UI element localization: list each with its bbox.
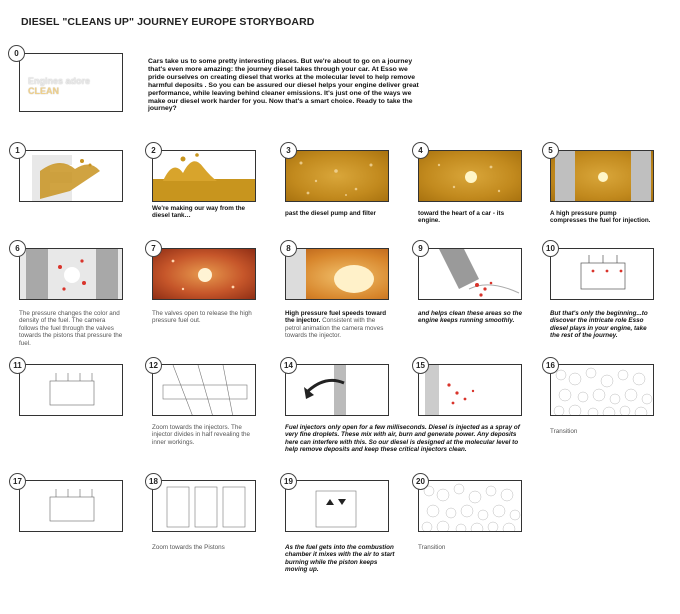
frame-number: 16 [542,357,559,374]
frame-caption: Zoom towards the injectors. The injector divides in half revealing the inner workings. [152,424,251,446]
frame-number: 17 [9,473,26,490]
combustion-chamber-illustration [286,481,389,532]
frame-caption: As the fuel gets into the combustion chamber it mixes with the air to start burning while the piston keeps moving up. [285,544,395,574]
frame-caption: and helps clean these areas so the engine keeps running smoothly. [418,310,522,325]
frame-4-panel [418,150,522,202]
engine-wireframe-illustration [20,481,123,532]
frame-8-panel [285,248,389,300]
frame-number: 20 [412,473,429,490]
frame-number: 6 [9,240,26,257]
injector-spray-illustration [419,365,522,416]
fuel-splash-illustration [153,151,256,202]
frame-caption-14-15: Fuel injectors only open for a few milliseconds. Diesel is injected as a spray of very fine droplets. These mix with air, burn and generate power. Any deposits here can interfere with this. So our diesel is designed at the molecular level to help remove deposits and keep these critical injectors clean. [285,424,520,454]
fuel-splash-e-illustration [20,151,123,202]
engine-wireframe-illustration [20,365,123,416]
frame-number: 1 [9,142,26,159]
frame-number: 5 [542,142,559,159]
frame-14-panel [285,364,389,416]
frame-9-panel [418,248,522,300]
frame-caption: Transition [418,544,446,551]
bubbles-transition-illustration [419,481,522,532]
frame-caption: past the diesel pump and filter [285,210,376,217]
bubbles-transition-illustration [551,365,654,416]
frame-number: 19 [280,473,297,490]
engine-light-illustration [419,151,522,202]
frame-10-panel [550,248,654,300]
frame-number: 3 [280,142,297,159]
frame-20-panel [418,480,522,532]
frame-5-panel [550,150,654,202]
frame-caption: Zoom towards the Pistons [152,544,225,551]
frame-3-panel [285,150,389,202]
frame-19-panel [285,480,389,532]
frame-number: 11 [9,357,26,374]
pressure-release-illustration [153,249,256,300]
frame-7-panel [152,248,256,300]
frame-number: 12 [145,357,162,374]
frame-caption: The valves open to release the high pressure fuel out. [152,310,252,325]
frame-number: 9 [412,240,429,257]
engine-block-illustration [551,249,654,300]
intro-text: Cars take us to some pretty interesting places. But we're about to go on a journey that's even more amazing: the journey diesel takes through your car. At Esso we pride ourselves on creating diesel that works at the molecular level to help remove harmful deposits . So you can be assured our diesel helps your engine deliver great performance, while leaving behind cleaner emissions. It's just one of the ways we make our diesel work harder for you. Now that's a smart choice. Ready to take the journey? [148,58,419,113]
frame-number: 8 [280,240,297,257]
frame-2-panel [152,150,256,202]
frame-number: 18 [145,473,162,490]
pump-illustration [551,151,654,202]
frame-caption: A high pressure pump compresses the fuel for injection. [550,210,651,225]
injector-rotate-illustration [286,365,389,416]
frame-number: 7 [145,240,162,257]
frame-15-panel [418,364,522,416]
frame-caption: The pressure changes the color and density of the fuel. The camera follows the fuel through the valves towards the pistons that pressure the fuel. [19,310,123,347]
frame-caption: We're making our way from the diesel tank… [152,205,246,220]
frame-caption: toward the heart of a car - its engine. [418,210,505,225]
injectors-zoom-illustration [153,365,256,416]
frame-18-panel [152,480,256,532]
frame-11-panel [19,364,123,416]
frame-17-panel [19,480,123,532]
frame-16-panel [550,364,654,416]
valves-illustration [20,249,123,300]
esso-logo-text: Engines adore CLEAN [28,76,91,96]
frame-0-panel [19,53,123,112]
pistons-zoom-illustration [153,481,256,532]
storyboard-title: DIESEL "CLEANS UP" JOURNEY EUROPE STORYBOARD [21,16,315,28]
frame-caption: But that's only the beginning...to discover the intricate role Esso diesel plays in your engine, take the rest of the journey. [550,310,648,340]
frame-caption: High pressure fuel speeds toward the injector. Consistent with the petrol animation the camera moves towards the injector. [285,310,387,340]
frame-12-panel [152,364,256,416]
injector-approach-illustration [286,249,389,300]
frame-number: 10 [542,240,559,257]
frame-number: 0 [8,45,25,62]
frame-number: 2 [145,142,162,159]
frame-number: 4 [412,142,429,159]
frame-number: 14 [280,357,297,374]
fuel-molecules-illustration [286,151,389,202]
frame-1-panel [19,150,123,202]
frame-6-panel [19,248,123,300]
frame-caption: Transition [550,428,578,435]
frame-number: 15 [412,357,429,374]
injector-clean-illustration [419,249,522,300]
